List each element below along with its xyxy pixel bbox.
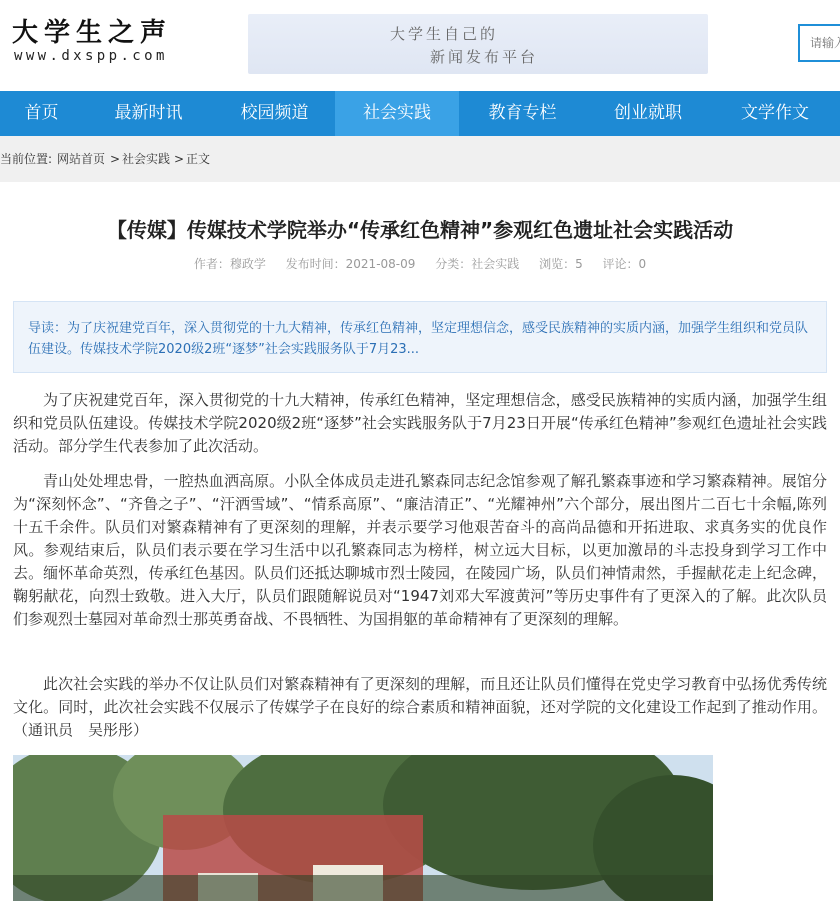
article-paragraph: 为了庆祝建党百年，深入贯彻党的十九大精神，传承红色精神，坚定理想信念，感受民族精神的实质内涵，加强学生组织和党员队伍建设。传媒技术学院2020级2班“逐梦”社会实践服务队于7月23日开展“传承红色精神”参观红色遗址社会实践活动。部分学生代表参加了此次活动。 <box>13 391 827 455</box>
nav-item-campus[interactable]: 校园频道 <box>240 103 309 123</box>
site-url[interactable]: www.dxspp.com <box>14 48 168 64</box>
breadcrumb <box>0 136 840 182</box>
photo-scene <box>13 755 713 901</box>
breadcrumb-current: 正文 <box>186 152 211 166</box>
breadcrumb-section-link[interactable]: 社会实践 <box>122 152 171 166</box>
site-logo[interactable]: 大学生之声 <box>12 18 173 48</box>
breadcrumb-separator: > <box>174 152 185 166</box>
banner-line-2: 新闻发布平台 <box>430 48 539 66</box>
article-category[interactable]: 分类：社会实践 <box>435 257 520 271</box>
nav-item-literature[interactable]: 文学作文 <box>741 103 809 123</box>
article-views: 浏览：5 <box>539 257 583 271</box>
article-author: 作者：穆政学 <box>193 257 266 271</box>
banner-line-1: 大学生自己的 <box>390 25 499 43</box>
article-comments: 评论：0 <box>602 257 647 271</box>
nav-item-social-practice[interactable]: 社会实践 <box>335 91 459 136</box>
article-photo <box>13 755 713 901</box>
nav-item-career[interactable]: 创业就职 <box>614 103 682 123</box>
article-meta <box>0 255 840 272</box>
article-paragraph: 此次社会实践的举办不仅让队员们对繁森精神有了更深刻的理解，而且还让队员们懂得在党史学习教育中弘扬优秀传统文化。同时，此次社会实践不仅展示了传媒学子在良好的综合素质和精神面貌，还对学院的文化建设工作起到了推动作用。（通讯员 吴彤彤） <box>13 675 827 739</box>
breadcrumb-home-link[interactable]: 网站首页 <box>57 152 106 166</box>
header-banner <box>248 14 708 74</box>
article-lead: 导读：为了庆祝建党百年，深入贯彻党的十九大精神，传承红色精神，坚定理想信念，感受民族精神的实质内涵，加强学生组织和党员队伍建设。传媒技术学院2020级2班“逐梦”社会实践服务队于7月23... <box>13 301 827 373</box>
breadcrumb-prefix: 当前位置: <box>0 152 53 166</box>
article-paragraph: 青山处处埋忠骨，一腔热血洒高原。小队全体成员走进孔繁森同志纪念馆参观了解孔繁森事迹和学习繁森精神。展馆分为“深刻怀念”、“齐鲁之子”、“汗洒雪域”、“情系高原”、“廉洁清正”、“光耀神州”六个部分，展出图片二百七十余幅,陈列十五千余件。队员们对繁森精神有了更深刻的理解，并表示要学习他艰苦奋斗的高尚品德和开拓进取、求真务实的优良作风。参观结束后，队员们表示要在学习生活中以孔繁森同志为榜样，树立远大目标，以更加激昂的斗志投身到学习工作中去。缅怀革命英烈，传承红色基因。队员们还抵达聊城市烈士陵园，在陵园广场，队员们神情肃然，手握献花走上纪念碑，鞠躬献花，向烈士致敬。进入大厅，队员们跟随解说员对“1947刘邓大军渡黄河”等历史事件有了更深入的了解。此次队员们参观烈士墓园对革命烈士那英勇奋战、不畏牺牲、为国捐躯的革命精神有了更深刻的理解。 <box>13 472 827 628</box>
breadcrumb-separator: > <box>110 152 121 166</box>
site-header <box>0 0 840 91</box>
nav-item-news[interactable]: 最新时讯 <box>114 103 183 123</box>
article-date: 发布时间：2021-08-09 <box>285 257 416 271</box>
article-title: 【传媒】传媒技术学院举办“传承红色精神”参观红色遗址社会实践活动 <box>106 218 734 242</box>
search-input[interactable] <box>798 24 840 62</box>
main-nav <box>0 91 840 136</box>
nav-item-education[interactable]: 教育专栏 <box>488 103 557 123</box>
nav-item-home[interactable]: 首页 <box>24 103 59 123</box>
